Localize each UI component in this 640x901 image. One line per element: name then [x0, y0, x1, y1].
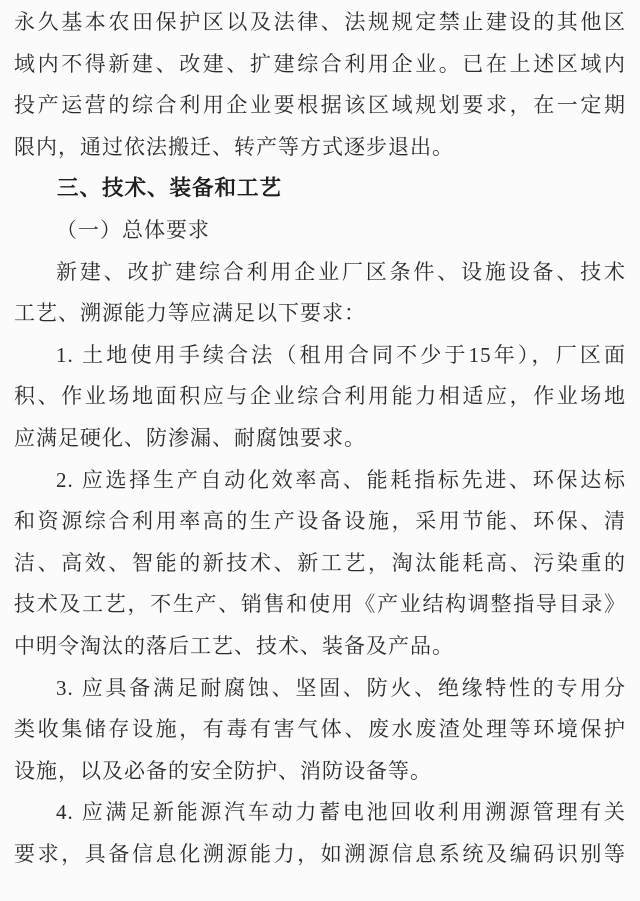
text-line: 3. 应具备满足耐腐蚀、坚固、防火、绝缘特性的专用分	[56, 675, 626, 700]
text-line: 技术及工艺，不生产、销售和使用《产业结构调整指导目录》	[14, 592, 626, 617]
text-line: 积、作业场地面积应与企业综合利用能力相适应，作业场地	[14, 384, 626, 409]
para-item-3	[14, 668, 626, 793]
text-line: 新建、改扩建综合利用企业厂区条件、设施设备、技术	[56, 259, 626, 284]
text-line: 2. 应选择生产自动化效率高、能耗指标先进、环保达标	[56, 467, 626, 492]
text-line: 1. 土地使用手续合法（租用合同不少于15年），厂区面	[56, 342, 626, 367]
heading-subsection	[14, 210, 626, 252]
text-line: 投产运营的综合利用企业要根据该区域规划要求，在一定期	[14, 93, 626, 118]
text-line: 设施，以及必备的安全防护、消防设备等。	[14, 758, 432, 783]
text-line: 4. 应满足新能源汽车动力蓄电池回收利用溯源管理有关	[56, 800, 626, 825]
subsection-heading-text: （一）总体要求	[56, 217, 210, 242]
text-line: 要求，具备信息化溯源能力，如溯源信息系统及编码识别等	[14, 841, 626, 866]
para-item-2	[14, 460, 626, 668]
para-overview	[14, 252, 626, 335]
para-item-1	[14, 335, 626, 460]
text-line: 中明令淘汰的落后工艺、技术、装备及产品。	[14, 633, 454, 658]
text-line: 洁、高效、智能的新技术、新工艺，淘汰能耗高、污染重的	[14, 550, 626, 575]
para-continuation	[14, 2, 626, 168]
text-line: 域内不得新建、改建、扩建综合利用企业。已在上述区域内	[14, 51, 626, 76]
section-heading-text: 三、技术、装备和工艺	[57, 176, 283, 201]
text-line: 限内，通过依法搬迁、转产等方式逐步退出。	[14, 134, 454, 159]
text-line: 和资源综合利用率高的生产设备设施，采用节能、环保、清	[14, 509, 626, 534]
text-line: 工艺、溯源能力等应满足以下要求：	[14, 301, 366, 326]
heading-section	[14, 168, 626, 210]
text-line: 类收集储存设施，有毒有害气体、废水废渣处理等环境保护	[14, 717, 626, 742]
text-line: 应满足硬化、防渗漏、耐腐蚀要求。	[14, 425, 366, 450]
text-line: 永久基本农田保护区以及法律、法规规定禁止建设的其他区	[14, 10, 626, 34]
para-item-4	[14, 792, 626, 875]
